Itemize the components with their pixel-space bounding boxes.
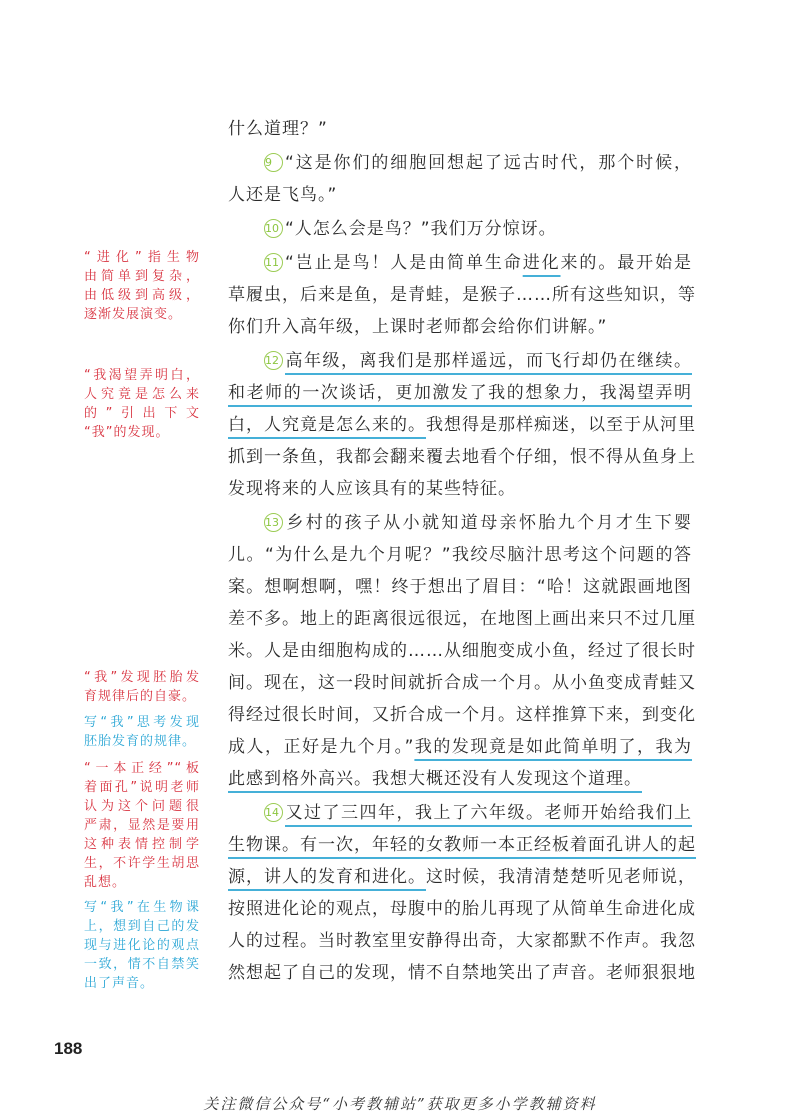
text-line <box>228 147 692 179</box>
text-line <box>228 345 692 377</box>
text-segment: 差不多。地上的距离很远很远，在地图上画出来只不过几厘 <box>228 609 696 629</box>
note-line: 乱想。 <box>84 875 127 890</box>
text-line <box>228 247 692 279</box>
text-line <box>228 861 696 893</box>
underlined-text: 高年级，离我们是那样遥远，而飞行却仍在继续。 <box>285 351 692 371</box>
text-segment: 你们升入高年级，上课时老师都会给你们讲解。” <box>228 317 608 337</box>
text-segment: 抓到一条鱼，我都会翻来覆去地看个仔细，恨不得从鱼身上 <box>228 447 696 467</box>
text-line <box>228 441 696 473</box>
text-segment: “岂止是鸟！人是由简单生命 <box>285 253 523 273</box>
text-segment: 发现将来的人应该具有的某些特征。 <box>228 479 516 499</box>
text-segment: 乡村的孩子从小就知道母亲怀胎九个月才生下婴 <box>285 513 692 533</box>
text-segment: 我想得是那样痴迷，以至于从河里 <box>426 415 696 435</box>
note-line: 写“我”在生物课 <box>84 900 200 915</box>
text-segment: 人还是飞鸟。” <box>228 185 338 205</box>
text-line <box>228 699 696 731</box>
note-line: 生，不许学生胡思 <box>84 856 200 871</box>
text-segment: 来的。最开始是 <box>560 253 692 273</box>
text-line <box>228 667 696 699</box>
underlined-text: 和老师的一次谈话，更加激发了我的想象力，我渴望弄明 <box>228 383 692 403</box>
note-line: 上，想到自己的发 <box>84 919 200 934</box>
text-segment: 成人，正好是九个月。” <box>228 737 415 757</box>
underlined-text: 我的发现竟是如此简单明了，我为 <box>414 737 693 757</box>
paragraph-number-badge: 11 <box>264 253 283 272</box>
text-segment: 草履虫，后来是鱼，是青蛙，是猴子……所有这些知识，等 <box>228 285 696 305</box>
note-line: 严肃，显然是要用 <box>84 818 200 833</box>
text-segment: 人的过程。当时教室里安静得出奇，大家都默不作声。我忽 <box>228 931 696 951</box>
text-segment: 间。现在，这一段时间就折合成一个月。从小鱼变成青蛙又 <box>228 673 696 693</box>
text-line <box>228 635 696 667</box>
text-line <box>228 179 692 211</box>
note-line: 育规律后的自豪。 <box>84 689 197 704</box>
text-line <box>228 957 696 989</box>
text-line <box>228 507 692 539</box>
text-line <box>228 763 692 795</box>
note-line: “我渴望弄明白， <box>84 368 200 383</box>
note-line: 逐渐发展演变。 <box>84 307 183 322</box>
text-line <box>228 473 692 505</box>
note-line: “一本正经”“板 <box>84 761 200 776</box>
paragraph <box>228 247 696 343</box>
note-line: 现与进化论的观点 <box>84 938 200 953</box>
note-line: “我”发现胚胎发 <box>84 670 200 685</box>
margin-note <box>84 668 200 706</box>
main-text <box>228 111 696 989</box>
text-segment: 按照进化论的观点，母腹中的胎儿再现了从简单生命进化成 <box>228 899 696 919</box>
text-segment: “这是你们的细胞回想起了远古时代，那个时候， <box>285 153 692 173</box>
note-line: 的”引出下文 <box>84 406 200 421</box>
text-segment: 案。想啊想啊，嘿！终于想出了眉目：“哈！这就跟画地图 <box>228 577 692 597</box>
text-segment: 然想起了自己的发现，情不自禁地笑出了声音。老师狠狠地 <box>228 963 696 983</box>
text-line <box>228 539 692 571</box>
note-line: 着面孔”说明老师 <box>84 780 200 795</box>
note-line: 写“我”思考发现 <box>84 715 200 730</box>
text-line <box>228 731 692 763</box>
text-line <box>228 603 696 635</box>
text-line <box>228 113 692 145</box>
paragraph-number-badge: 14 <box>264 803 283 822</box>
note-line: 胚胎发育的规律。 <box>84 734 197 749</box>
paragraph <box>228 147 692 211</box>
note-line: 由简单到复杂， <box>84 269 200 284</box>
text-segment: 得经过很长时间，又折合成一个月。这样推算下来，到变化 <box>228 705 696 725</box>
margin-note <box>84 898 200 993</box>
paragraph <box>228 113 692 145</box>
text-line <box>228 797 692 829</box>
note-line: 认为这个问题很 <box>84 799 200 814</box>
paragraph-number-badge: 10 <box>264 219 283 238</box>
margin-note <box>84 366 200 442</box>
note-line: “进化”指生物 <box>84 250 200 265</box>
text-segment: 儿。“为什么是九个月呢？”我绞尽脑汁思考这个问题的答 <box>228 545 692 565</box>
text-line <box>228 571 692 603</box>
underlined-text: 此感到格外高兴。我想大概还没有人发现这个道理。 <box>228 769 642 789</box>
text-line <box>228 377 692 409</box>
text-line <box>228 311 692 343</box>
text-line <box>228 409 696 441</box>
text-line <box>228 279 696 311</box>
paragraph-number-badge: 12 <box>264 351 283 370</box>
margin-note <box>84 759 200 892</box>
footer-promo-text: 关注微信公众号“小考教辅站”获取更多小学教辅资料 <box>203 1095 597 1113</box>
text-segment: 这时候，我清清楚楚听见老师说， <box>426 867 696 887</box>
paragraph <box>228 797 696 989</box>
note-line: 由低级到高级， <box>84 288 200 303</box>
paragraph <box>228 345 696 505</box>
text-segment: 什么道理？” <box>228 119 328 139</box>
paragraph <box>228 507 696 795</box>
underlined-text: 白，人究竟是怎么来的。 <box>228 415 426 435</box>
text-line <box>228 829 696 861</box>
page-number: 188 <box>54 1039 83 1058</box>
note-line: 这种表情控制学 <box>84 837 200 852</box>
note-line: 出了声音。 <box>84 976 155 991</box>
margin-note <box>84 713 200 751</box>
note-line: 人究竟是怎么来 <box>84 387 200 402</box>
text-segment: “人怎么会是鸟？”我们万分惊讶。 <box>285 219 557 239</box>
paragraph-number-badge: 9 <box>264 153 283 172</box>
text-line <box>228 213 692 245</box>
text-segment: 米。人是由细胞构成的……从细胞变成小鱼，经过了很长时 <box>228 641 696 661</box>
margin-note <box>84 248 200 324</box>
underlined-text: 源，讲人的发育和进化。 <box>228 867 426 887</box>
note-line: 一致，情不自禁笑 <box>84 957 200 972</box>
underlined-text: 又过了三四年，我上了六年级。老师开始给我们上 <box>285 803 692 823</box>
underlined-text: 进化 <box>522 253 561 273</box>
paragraph-number-badge: 13 <box>264 513 283 532</box>
text-line <box>228 893 696 925</box>
underlined-text: 生物课。有一次，年轻的女教师一本正经板着面孔讲人的起 <box>228 835 696 855</box>
text-line <box>228 925 696 957</box>
note-line: “我”的发现。 <box>84 425 170 440</box>
paragraph <box>228 213 692 245</box>
